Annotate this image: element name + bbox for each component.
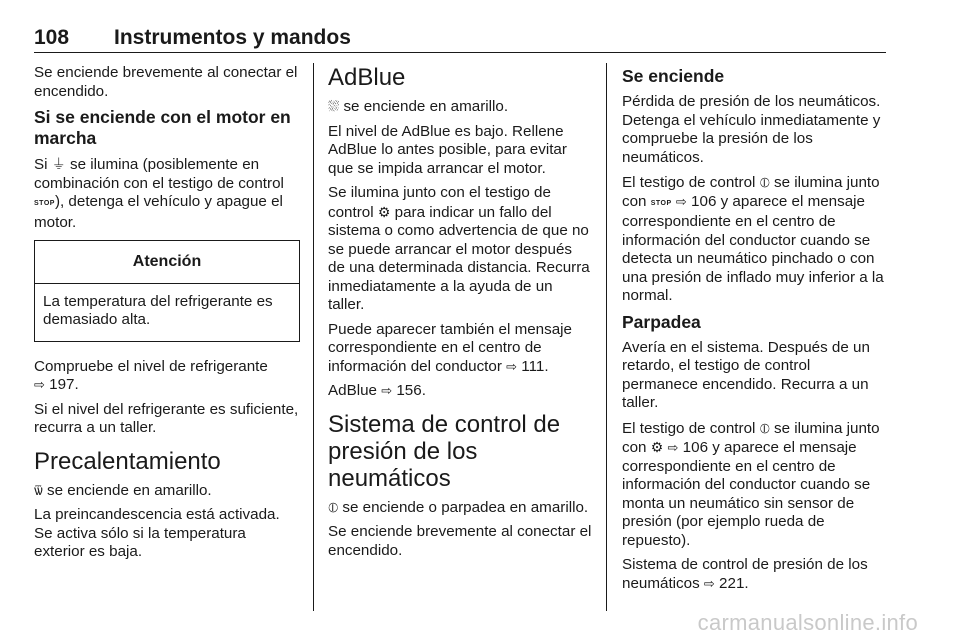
watermark: carmanualsonline.info [697,610,918,635]
heading-tire-pressure: Sistema de control de presión de los neumáticos [328,410,561,492]
stop-icon: STOP [34,200,55,207]
paragraph: Puede aparecer también el mensaje correspondiente en el centro de información del conductor ⇨ 111. [328,320,572,375]
heading-adblue: AdBlue [328,64,406,91]
paragraph: El testigo de control ⦶ se ilumina junto con ⚙ ⇨ 106 y aparece el mensaje correspondiente en el centro de información del conductor cuando se monta un neumático sin sensor de presión (por ejemplo rueda de repuesto). [622,419,880,549]
coolant-temperature-icon: ⏚ [51,156,66,172]
paragraph: Compruebe el nivel de refrigerante ⇨ 197. [34,357,268,393]
subheading-se-enciende: Se enciende [622,66,725,86]
page-reference: 221. [719,574,749,592]
paragraph: Se enciende brevemente al conectar el encendido. [328,523,592,559]
tire-pressure-icon: ⦶ [759,174,770,190]
paragraph: El nivel de AdBlue es bajo. Rellene AdBlue lo antes posible, para evitar que se impida arrancar el motor. [328,122,567,177]
header-rule [34,52,886,53]
page-reference: 111. [521,357,549,375]
paragraph: ⛆ se enciende en amarillo. [328,98,509,115]
paragraph: La preincandescencia está activada. Se activa sólo si la temperatura exterior es baja. [34,506,280,560]
tire-pressure-icon: ⦶ [328,498,339,515]
page-reference-icon: ⇨ [34,377,45,392]
paragraph: Se enciende brevemente al conectar el encendido. [34,64,298,100]
glow-plug-icon: ѿ [34,481,43,498]
paragraph: El testigo de control ⦶ se ilumina junto con STOP ⇨ 106 y aparece el mensaje correspondiente en el centro de información del conductor cuando se detecta un neumático pinchado o con una presión de inflado muy inferior a la normal. [622,174,884,304]
paragraph: ⦶ se enciende o parpadea en amarillo. [328,498,589,516]
page-reference-icon: ⇨ [506,358,518,374]
column-divider-2 [606,63,607,611]
paragraph: Avería en el sistema. Después de un retardo, el testigo de control permanece encendido. Recurra a un taller. [622,338,870,411]
paragraph: ѿ se enciende en amarillo. [34,481,212,499]
page-header [34,26,886,50]
subheading-parpadea: Parpadea [622,311,701,332]
paragraph: AdBlue ⇨ 156. [328,382,426,399]
paragraph: Si ⏚ se ilumina (posiblemente en combinación con el testigo de control STOP), detenga el vehículo y apague el motor. [34,156,284,231]
subheading-marcha: Si se enciende con el motor en marcha [34,107,291,148]
engine-check-icon: ⚙ [377,203,391,220]
column-divider-1 [313,63,314,611]
page-reference: 197. [49,376,79,393]
paragraph: Si el nivel del refrigerante es suficiente, recurra a un taller. [34,400,299,436]
page-reference: 156. [396,382,426,399]
warning-title: Atención [35,241,299,284]
page-reference-icon: ⇨ [667,440,679,455]
page-number: 108 [34,26,70,49]
section-title: Instrumentos y mandos [114,26,351,49]
column-3 [622,64,888,599]
column-2 [328,64,592,566]
paragraph: Se ilumina junto con el testigo de control ⚙ para indicar un fallo del sistema o como advertencia de que no se puede arrancar el motor después de una determinada distancia. Recurra inmediatamente a la ayuda de un taller. [328,184,590,313]
column-1 [34,64,300,568]
paragraph: Sistema de control de presión de los neumáticos ⇨ 221. [622,556,868,592]
warning-box [34,240,300,342]
page-reference-icon: ⇨ [381,383,393,398]
heading-precalentamiento: Precalentamiento [34,447,221,475]
stop-icon: STOP [650,199,672,207]
page-reference-icon: ⇨ [675,193,687,209]
adblue-icon: ⛆ [328,98,340,114]
paragraph: Pérdida de presión de los neumáticos. Detenga el vehículo inmediatamente y compruebe la presión de los neumáticos. [622,93,881,166]
page-reference-icon: ⇨ [703,575,715,591]
engine-check-icon: ⚙ [650,439,664,455]
warning-body: La temperatura del refrigerante es demasiado alta. [43,292,273,328]
tire-pressure-icon: ⦶ [759,419,770,436]
